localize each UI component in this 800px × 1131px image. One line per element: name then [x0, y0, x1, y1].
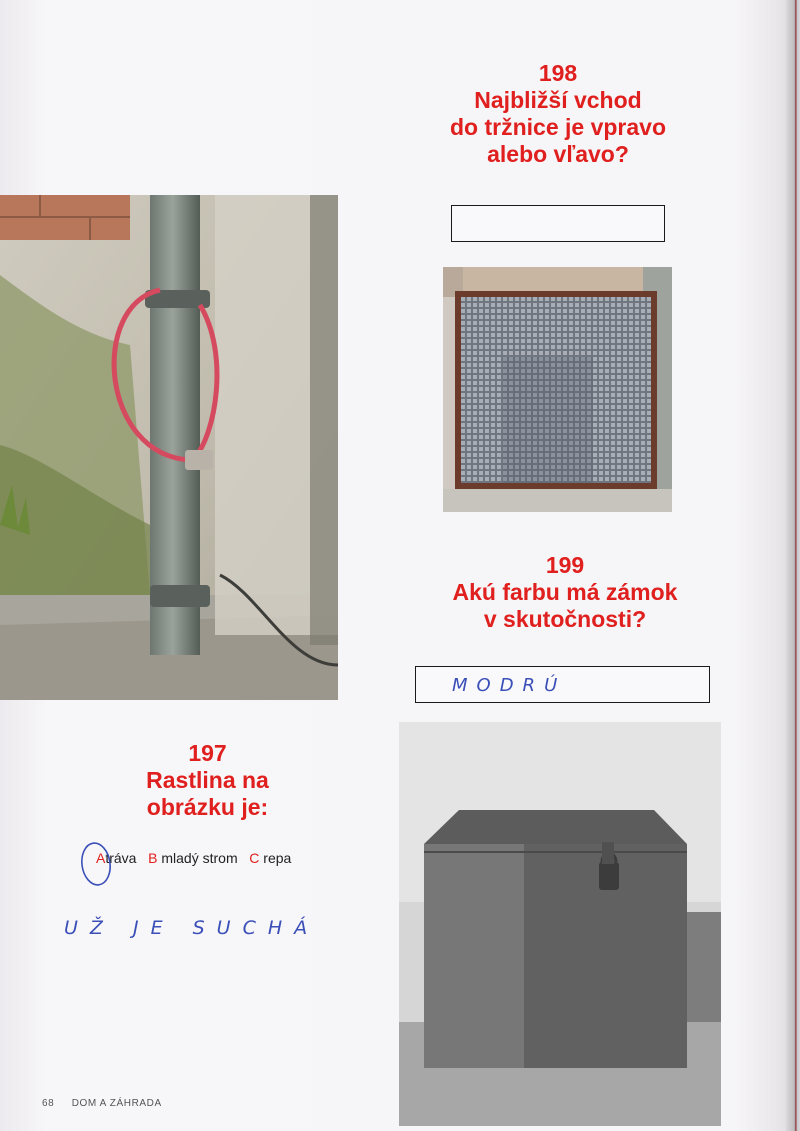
q198-line-2: do tržnice je vpravo — [449, 114, 666, 141]
q197-number: 197 — [188, 740, 227, 766]
q199-answer-box[interactable] — [415, 666, 710, 703]
q197-options — [96, 850, 291, 866]
q198-line-1: Najbližší vchod — [474, 87, 642, 114]
q197-option-c-letter: C — [249, 850, 260, 866]
q199-title — [410, 552, 720, 633]
q199-answer-text: MODRÚ — [452, 675, 567, 696]
q197-line-1: Rastlina na — [146, 767, 269, 794]
q198-answer-box[interactable] — [451, 205, 665, 242]
q197-option-a-text: tráva — [105, 850, 137, 866]
q197-option-c[interactable] — [249, 850, 291, 866]
q197-title — [120, 740, 295, 821]
q198-line-3: alebo vľavo? — [487, 141, 629, 168]
page-spine — [786, 0, 800, 1131]
page-footer — [42, 1098, 176, 1109]
q197-line-2: obrázku je: — [146, 794, 269, 821]
magazine-name: DOM A ZÁHRADA — [71, 1098, 162, 1109]
metal-bin-photo — [399, 722, 721, 1126]
pipe-lock-photo — [0, 195, 338, 700]
q199-number: 199 — [545, 552, 585, 578]
q197-option-b-letter: B — [148, 850, 158, 866]
q197-option-b-text: mladý strom — [161, 850, 238, 866]
grated-door-photo — [443, 267, 672, 512]
page-number: 68 — [42, 1098, 55, 1109]
q199-line-2: v skutočnosti? — [483, 606, 647, 633]
q197-option-c-text: repa — [263, 850, 292, 866]
q198-title — [410, 60, 706, 169]
q197-option-b[interactable] — [148, 850, 241, 866]
q197-handwritten-note: UŽ JE SUCHÁ — [64, 917, 320, 939]
answer-circle-mark — [76, 838, 116, 890]
q199-line-1: Akú farbu má zámok — [452, 579, 678, 606]
q198-number: 198 — [538, 60, 578, 86]
q197-option-a-letter: A — [96, 850, 106, 866]
